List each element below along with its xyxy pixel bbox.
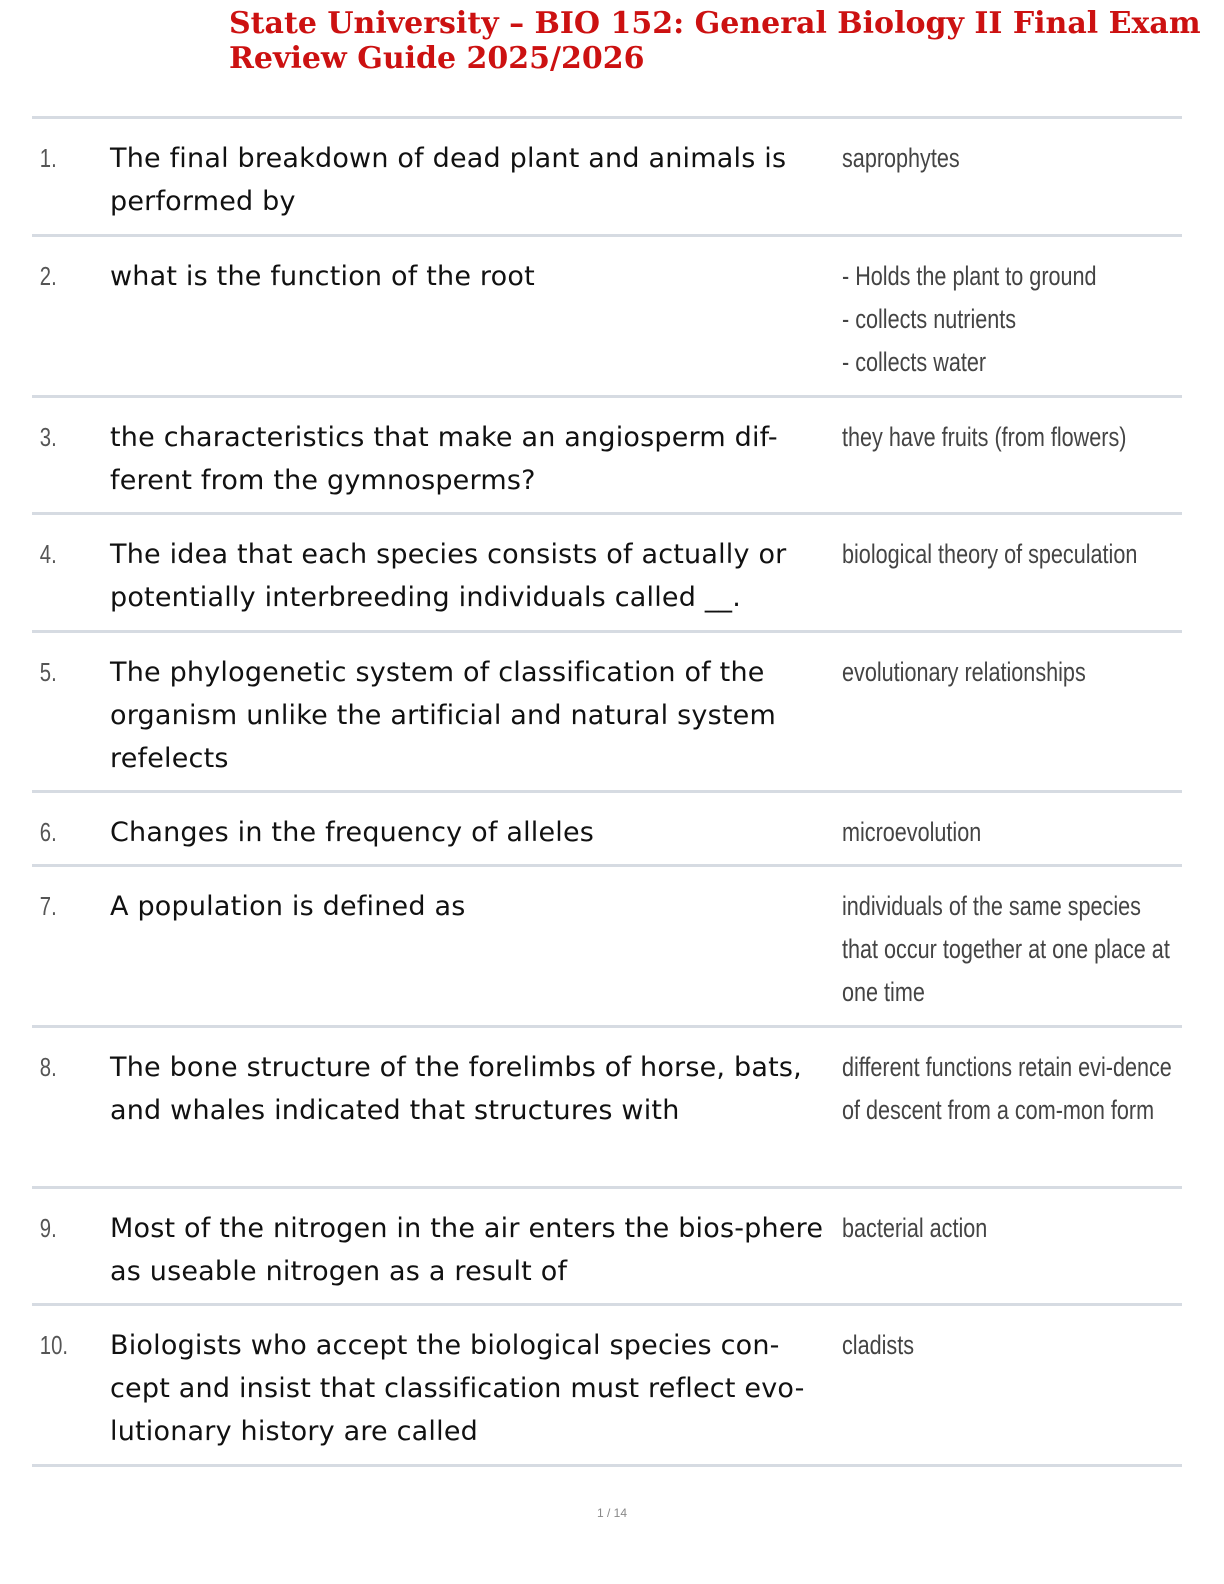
item-question: what is the function of the root bbox=[110, 261, 535, 292]
qa-row bbox=[32, 119, 1182, 237]
qa-list bbox=[32, 116, 1182, 1467]
page-indicator: 1 / 14 bbox=[596, 1506, 628, 1520]
item-question: The phylogenetic system of classification of the organism unlike the artificial and natural system refelects bbox=[110, 657, 776, 774]
qa-row bbox=[32, 867, 1182, 1028]
qa-row bbox=[32, 1189, 1182, 1306]
qa-row bbox=[32, 1306, 1182, 1467]
item-question: Biologists who accept the biological species con-cept and insist that classification must reflect evo-lutionary history are called bbox=[110, 1330, 805, 1447]
qa-row bbox=[32, 515, 1182, 633]
qa-row bbox=[32, 793, 1182, 867]
item-answer: biological theory of speculation bbox=[842, 539, 1138, 569]
item-question: The idea that each species consists of actually or potentially interbreeding individuals called __. bbox=[110, 539, 787, 613]
item-number: 6. bbox=[39, 817, 57, 847]
item-number: 7. bbox=[39, 891, 57, 921]
item-number: 5. bbox=[39, 657, 57, 687]
item-answer: - Holds the plant to ground - collects nutrients - collects water bbox=[842, 261, 1097, 377]
item-number: 1. bbox=[39, 143, 57, 173]
item-answer: individuals of the same species that occur together at one place at one time bbox=[842, 891, 1170, 1007]
item-number: 9. bbox=[39, 1213, 57, 1243]
item-answer: bacterial action bbox=[842, 1213, 988, 1243]
item-number: 2. bbox=[39, 261, 57, 291]
item-question: A population is defined as bbox=[110, 891, 466, 922]
item-number: 10. bbox=[39, 1330, 69, 1360]
item-answer: they have fruits (from flowers) bbox=[842, 422, 1127, 452]
item-answer: evolutionary relationships bbox=[842, 657, 1086, 687]
item-question: Changes in the frequency of alleles bbox=[110, 817, 595, 848]
qa-row bbox=[32, 398, 1182, 515]
item-question: the characteristics that make an angiosperm dif-ferent from the gymnosperms? bbox=[110, 422, 778, 496]
qa-row bbox=[32, 237, 1182, 398]
item-question: The bone structure of the forelimbs of horse, bats, and whales indicated that structures with bbox=[110, 1052, 802, 1126]
qa-row bbox=[32, 1028, 1182, 1189]
item-number: 3. bbox=[39, 422, 57, 452]
item-answer: microevolution bbox=[842, 817, 982, 847]
document-title: State University – BIO 152: General Biology II Final Exam Review Guide 2025/2026 bbox=[229, 6, 1201, 76]
item-question: The final breakdown of dead plant and animals is performed by bbox=[110, 143, 787, 217]
item-number: 8. bbox=[39, 1052, 57, 1082]
item-answer: saprophytes bbox=[842, 143, 960, 173]
item-answer: cladists bbox=[842, 1330, 915, 1360]
item-number: 4. bbox=[39, 539, 57, 569]
item-answer: different functions retain evi-dence of descent from a com-mon form bbox=[842, 1052, 1172, 1125]
item-question: Most of the nitrogen in the air enters the bios-phere as useable nitrogen as a result of bbox=[110, 1213, 824, 1287]
qa-row bbox=[32, 633, 1182, 793]
